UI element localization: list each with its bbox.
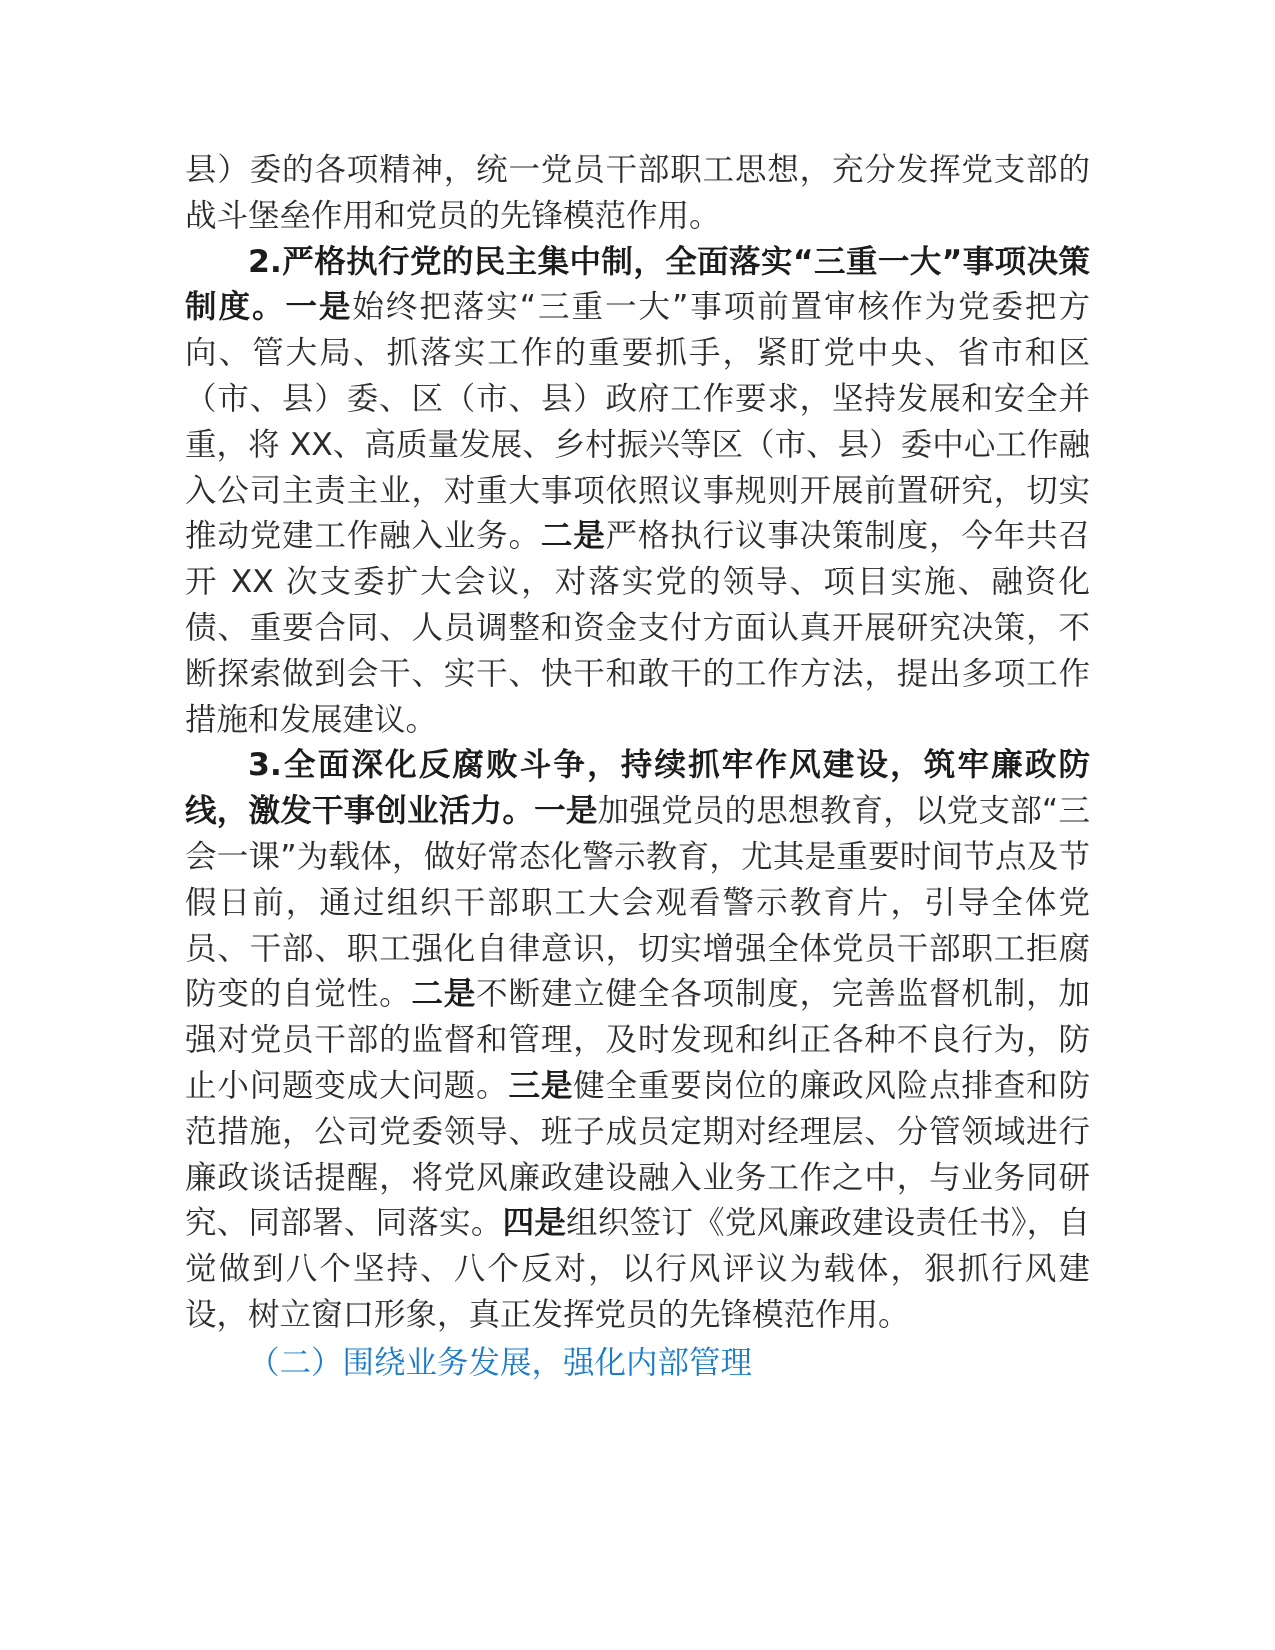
keyword-second: 二是 <box>411 976 477 1013</box>
keyword-second: 二是 <box>540 518 606 555</box>
keyword-first: 一是 <box>285 289 353 326</box>
section-heading: （二）围绕业务发展，强化内部管理 <box>248 1344 753 1381</box>
paragraph-text: 始终把落实“三重一大”事项前置审核作为党委把方向、管大局、抓落实工作的重要抓手，紧盯党中央、省市和区（市、县）委、区（市、县）政府工作要求，坚持发展和安全并重，将 XX、高质量发展、乡村振兴等区（市、县）委中心工作融入公司主责主业，对重大事项依照议事规则开展前置研究，切实推动党建工作融入业务。 <box>185 289 1090 555</box>
document-body <box>185 148 1090 1387</box>
paragraph-democratic-centralism <box>185 240 1090 744</box>
keyword-fourth: 四是 <box>502 1205 567 1242</box>
paragraph-text: 县）委的各项精神，统一党员干部职工思想，充分发挥党支部的战斗堡垒作用和党员的先锋模范作用。 <box>185 152 1090 234</box>
keyword-first: 一是 <box>534 793 598 830</box>
paragraph-text: 不断建立健全各项制度，完善监督机制，加强对党员干部的监督和管理，及时发现和纠正各种不良行为，防止小问题变成大问题。 <box>185 976 1090 1104</box>
paragraph-text: 健全重要岗位的廉政风险点排查和防范措施，公司党委领导、班子成员定期对经理层、分管领域进行廉政谈话提醒，将党风廉政建设融入业务工作之中，与业务同研究、同部署、同落实。 <box>185 1067 1090 1242</box>
paragraph-continuation <box>185 148 1090 240</box>
paragraph-heading: 3.全面深化反腐败斗争，持续抓牢作风建设，筑牢廉政防线，激发干事创业活力。 <box>185 747 1090 830</box>
paragraph-text: 组织签订《党风廉政建设责任书》，自觉做到八个坚持、八个反对，以行风评议为载体，狠抓行风建设，树立窗口形象，真正发挥党员的先锋模范作用。 <box>185 1205 1090 1333</box>
paragraph-text: 严格执行议事决策制度，今年共召开 XX 次支委扩大会议，对落实党的领导、项目实施、融资化债、重要合同、人员调整和资金支付方面认真开展研究决策，不断探索做到会干、实干、快干和敢干的工作方法，提出多项工作措施和发展建议。 <box>185 518 1090 738</box>
keyword-third: 三是 <box>508 1067 574 1104</box>
paragraph-anti-corruption <box>185 743 1090 1338</box>
paragraph-text: 加强党员的思想教育，以党支部“三会一课”为载体，做好常态化警示教育，尤其是重要时间节点及节假日前，通过组织干部职工大会观看警示教育片，引导全体党员、干部、职工强化自律意识，切实增强全体党员干部职工拒腐防变的自觉性。 <box>185 793 1090 1013</box>
paragraph-heading: 2.严格执行党的民主集中制，全面落实“三重一大”事项决策制度。 <box>185 243 1090 326</box>
